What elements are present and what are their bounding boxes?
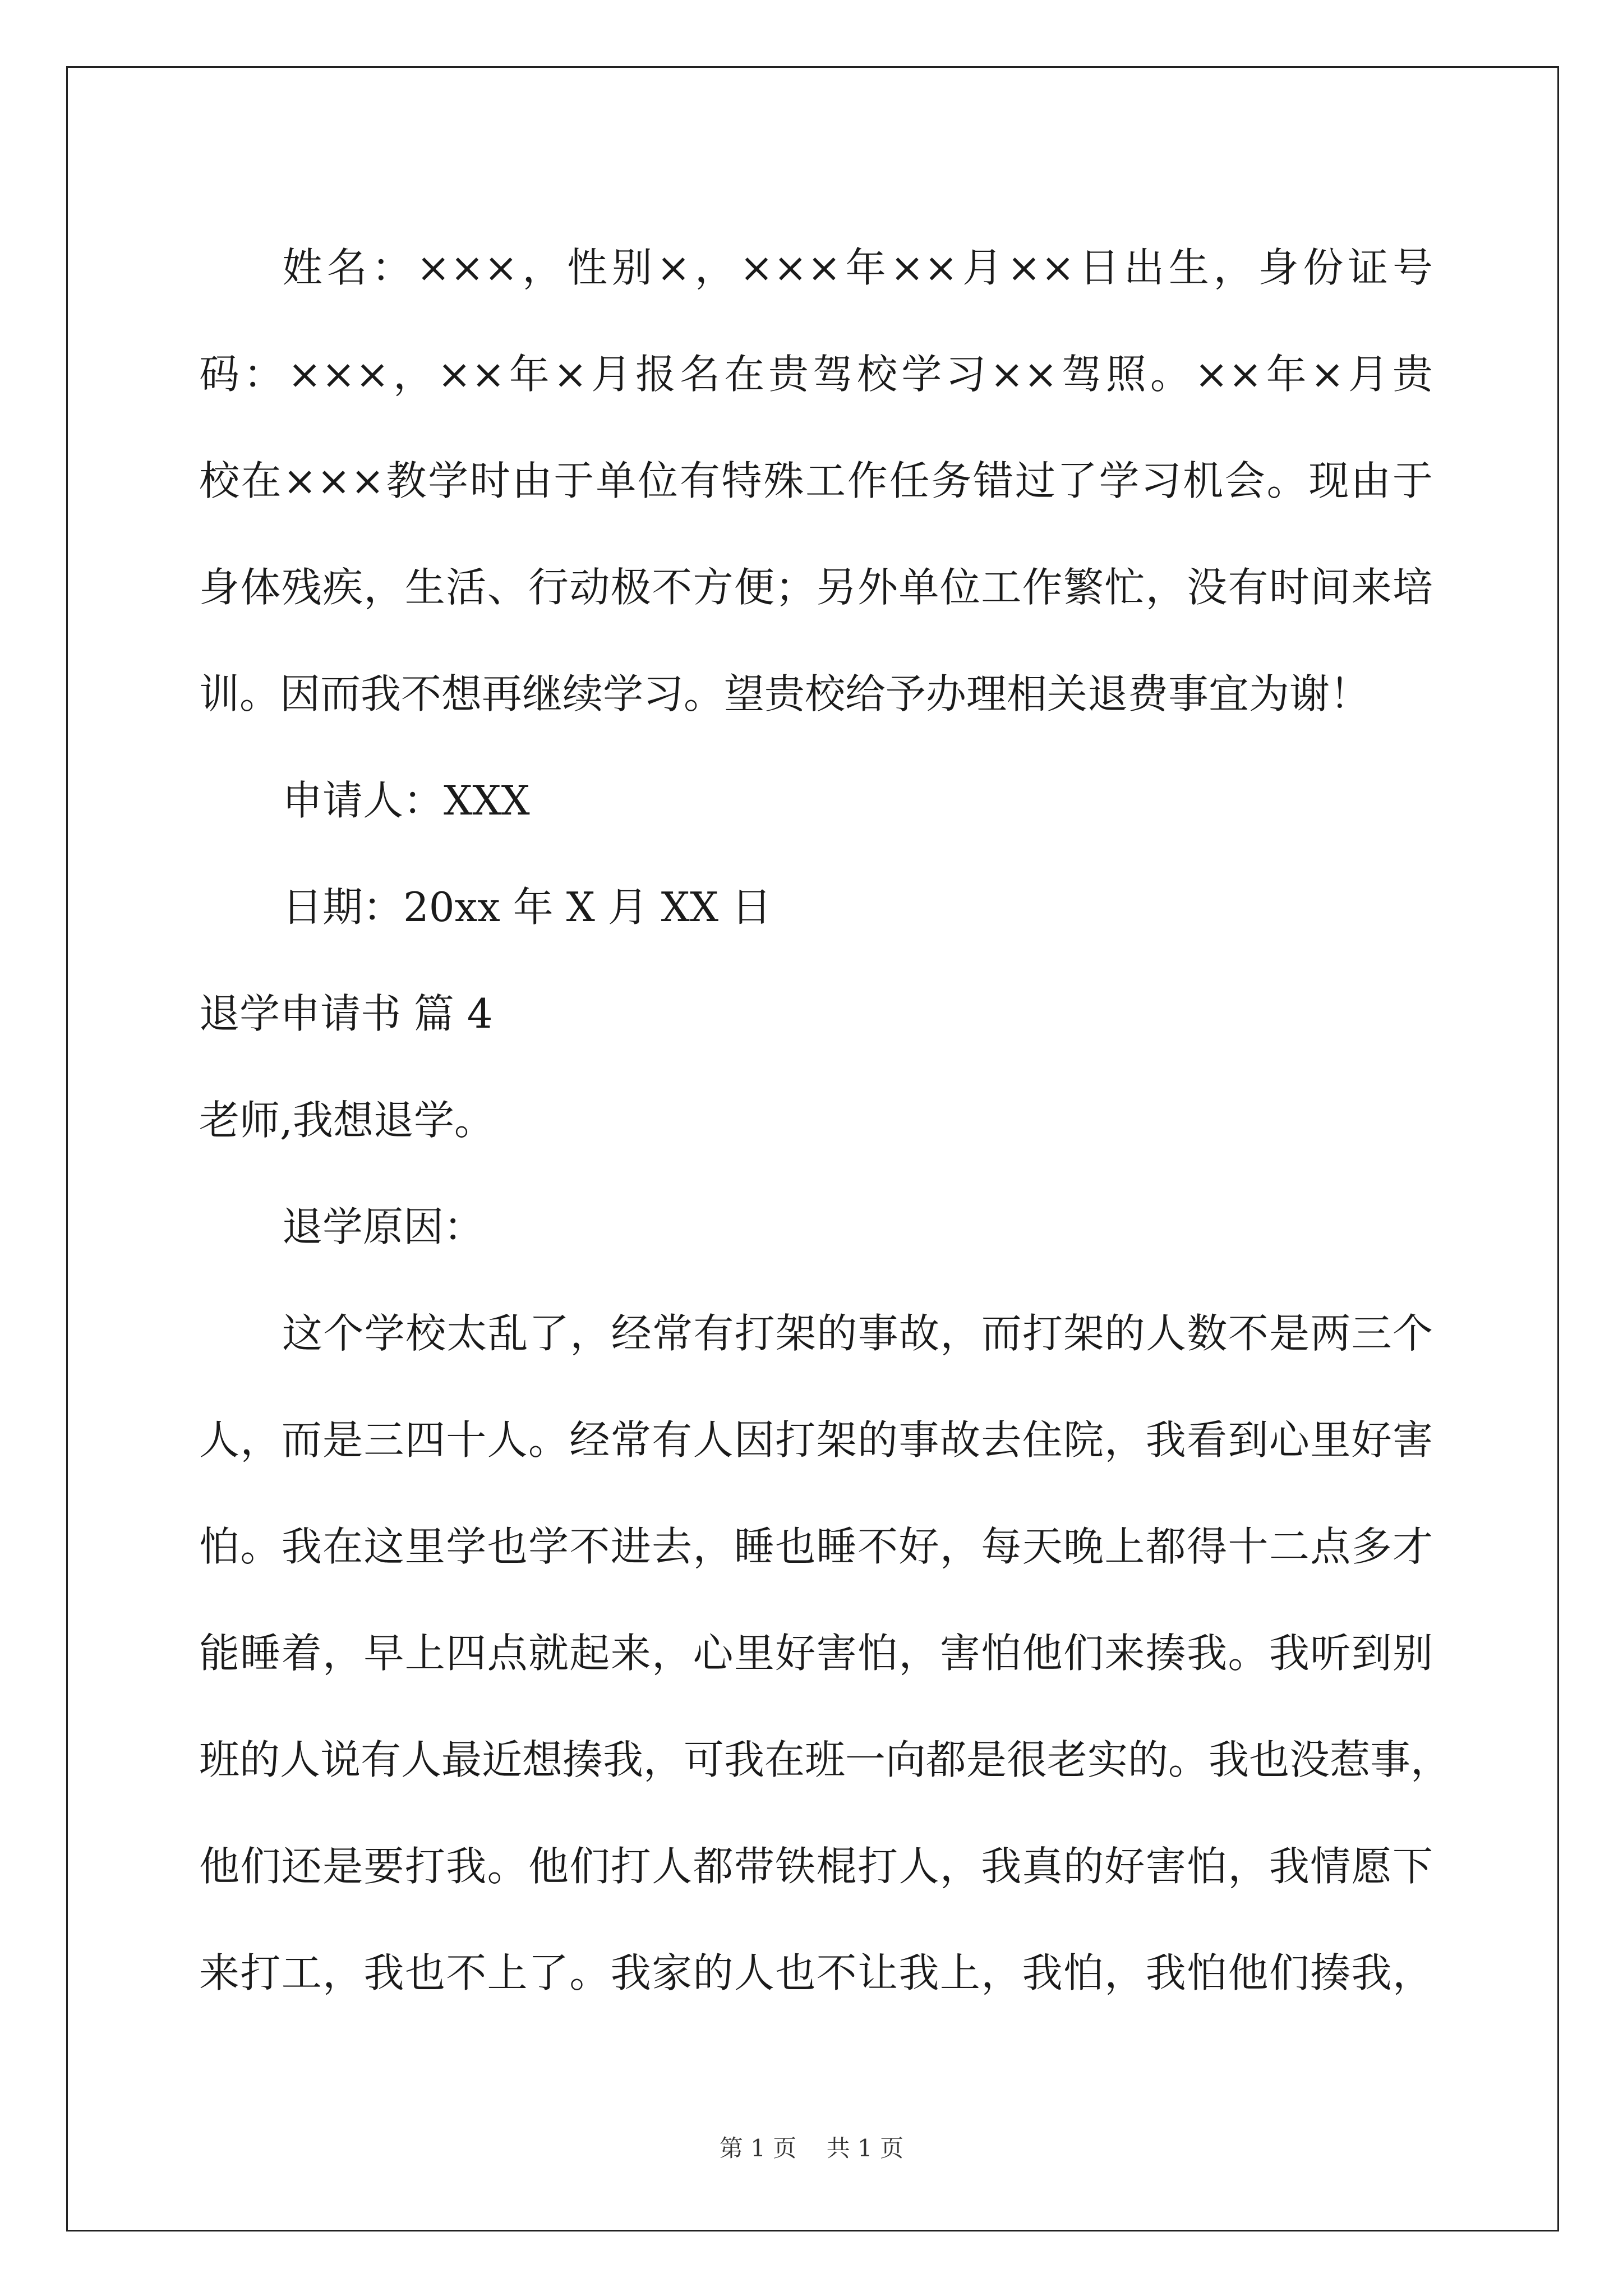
section-heading: 退学申请书 篇 4	[199, 990, 493, 1037]
paragraph-line: 来打工，我也不上了。我家的人也不让我上，我怕，我怕他们揍我，	[199, 1949, 1433, 1996]
paragraph-line: 码：×××，××年×月报名在贵驾校学习××驾照。××年×月贵	[199, 351, 1433, 398]
paragraph-line: 能睡着，早上四点就起来，心里好害怕，害怕他们来揍我。我听到别	[199, 1630, 1433, 1677]
reason-heading: 退学原因：	[282, 1203, 485, 1250]
paragraph-line: 训。因而我不想再继续学习。望贵校给予办理相关退费事宜为谢！	[199, 670, 1371, 717]
date-line: 日期：20xx 年 X 月 XX 日	[282, 884, 772, 931]
page-footer	[0, 2132, 1623, 2165]
greeting-line: 老师,我想退学。	[199, 1097, 495, 1144]
paragraph-line: 人，而是三四十人。经常有人因打架的事故去住院，我看到心里好害	[199, 1416, 1433, 1464]
paragraph-line: 怕。我在这里学也学不进去，睡也睡不好，每天晚上都得十二点多才	[199, 1523, 1433, 1570]
paragraph-line: 姓名：×××，性别×，×××年××月××日出生，身份证号	[282, 244, 1433, 291]
paragraph-line: 班的人说有人最近想揍我，可我在班一向都是很老实的。我也没惹事，	[199, 1736, 1451, 1783]
applicant-line: 申请人：XXX	[282, 777, 530, 824]
document-body	[199, 214, 1451, 2026]
page-number-label: 第 1 页 共 1 页	[719, 2134, 904, 2162]
paragraph-line: 他们还是要打我。他们打人都带铁棍打人，我真的好害怕，我情愿下	[199, 1843, 1433, 1890]
paragraph-line: 身体残疾，生活、行动极不方便；另外单位工作繁忙，没有时间来培	[199, 564, 1433, 611]
paragraph-line: 校在×××教学时由于单位有特殊工作任务错过了学习机会。现由于	[199, 457, 1433, 504]
paragraph-line: 这个学校太乱了，经常有打架的事故，而打架的人数不是两三个	[282, 1310, 1433, 1357]
